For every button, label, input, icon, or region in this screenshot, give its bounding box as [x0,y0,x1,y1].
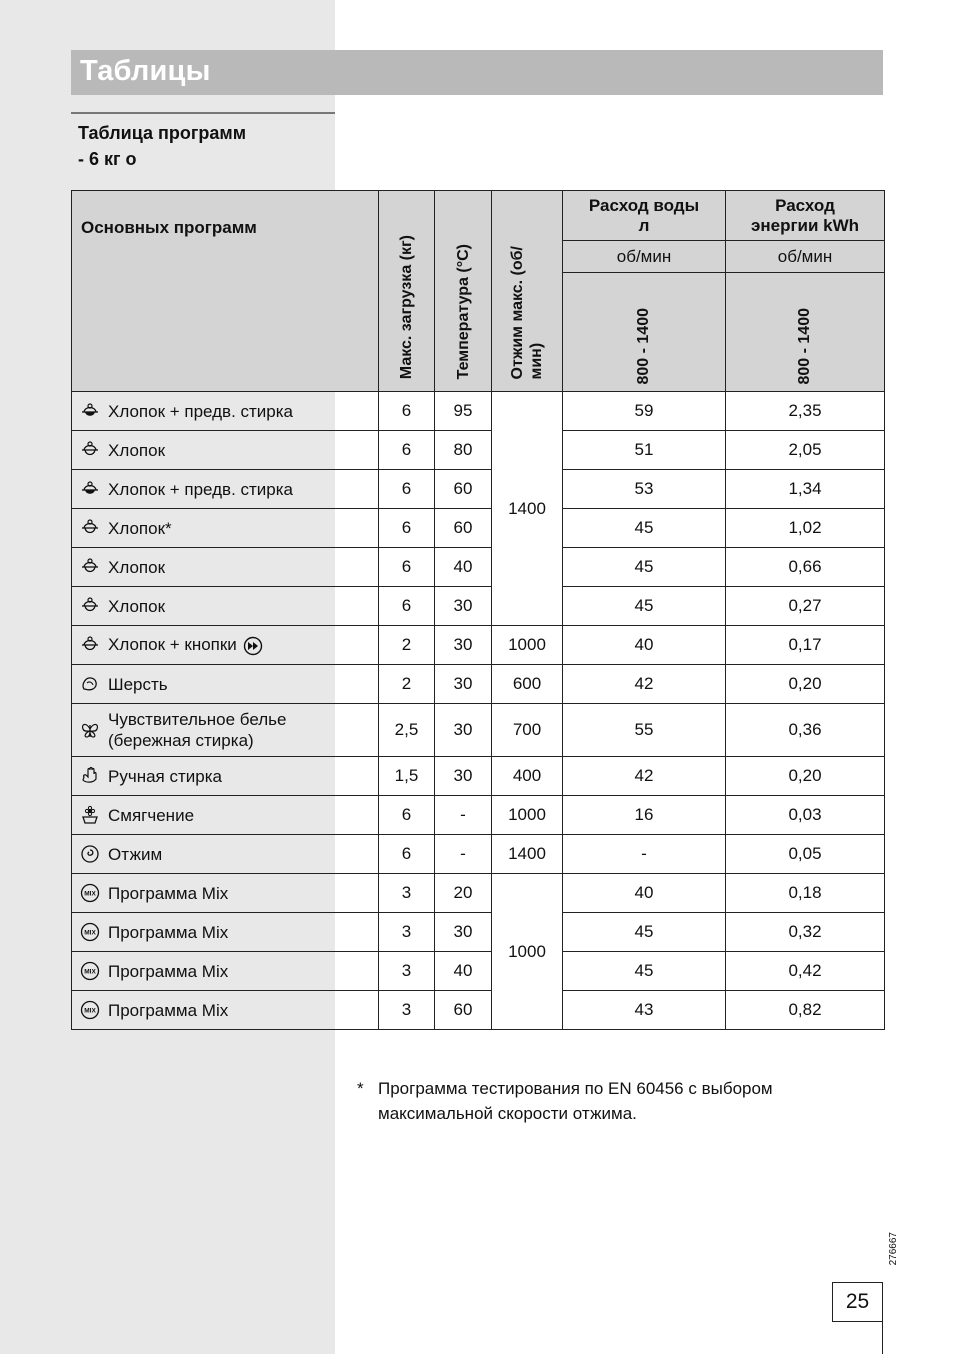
water-cell: 45 [563,952,726,991]
program-name: Хлопок [108,440,166,460]
temperature-cell: 40 [435,548,492,587]
program-name-cell [72,509,379,548]
hand-wash-icon [80,766,100,786]
water-cell: 45 [563,913,726,952]
footnote-line-2: максимальной скорости отжима. [378,1104,637,1123]
subtitle-rule [71,112,335,114]
header-energy-unit: об/мин [726,241,885,273]
water-cell: 16 [563,796,726,835]
table-row [72,796,885,835]
energy-cell: 1,02 [726,509,885,548]
table-row [72,665,885,704]
spin-cell: 1000 [492,796,563,835]
table-row [72,704,885,757]
water-cell: 51 [563,431,726,470]
document-code: 276667 [888,1232,899,1266]
load-cell: 2 [379,665,435,704]
cotton-prewash-icon [80,479,100,499]
energy-cell: 1,34 [726,470,885,509]
temperature-cell: - [435,796,492,835]
header-temperature [435,191,492,392]
cotton-icon [80,557,100,577]
footnote-line-1: Программа тестирования по EN 60456 с выбором [378,1079,773,1098]
header-energy-range [726,273,885,392]
table-row [72,874,885,913]
energy-cell: 0,32 [726,913,885,952]
program-name: Программа Mix [108,922,229,942]
program-name: Хлопок + предв. стирка [108,479,294,499]
temperature-cell: 30 [435,587,492,626]
program-name: Программа Mix [108,1000,229,1020]
temperature-cell: 60 [435,470,492,509]
energy-cell: 0,42 [726,952,885,991]
load-cell: 3 [379,991,435,1030]
program-name-cell [72,704,379,757]
energy-cell: 0,03 [726,796,885,835]
water-cell: 55 [563,704,726,757]
header-spin-line2: мин) [528,342,545,379]
header-program: Основных программ [72,191,379,392]
program-name-cell [72,392,379,431]
energy-cell: 0,27 [726,587,885,626]
temperature-cell: - [435,835,492,874]
table-row [72,835,885,874]
program-name: Отжим [108,844,163,864]
water-cell: 45 [563,548,726,587]
program-name-cell [72,991,379,1030]
load-cell: 6 [379,796,435,835]
program-name: Смягчение [108,805,195,825]
table-row [72,392,885,431]
water-cell: 40 [563,874,726,913]
energy-cell: 0,82 [726,991,885,1030]
water-cell: 53 [563,470,726,509]
program-table [71,190,885,1030]
spin-cell: 1400 [492,835,563,874]
water-cell: 45 [563,509,726,548]
program-name-cell [72,757,379,796]
table-row [72,952,885,991]
load-cell: 2,5 [379,704,435,757]
header-spin [492,191,563,392]
softener-icon [80,805,100,825]
header-water-line1: Расход воды [588,195,700,215]
temperature-cell: 40 [435,952,492,991]
temperature-cell: 20 [435,874,492,913]
cotton-icon [80,635,100,655]
program-name-cell [72,626,379,665]
water-cell: 45 [563,587,726,626]
table-row [72,470,885,509]
header-energy-range-label: 800 - 1400 [796,308,813,385]
mix-icon [80,922,100,942]
spin-cell: 600 [492,665,563,704]
load-cell: 6 [379,392,435,431]
energy-cell: 0,20 [726,757,885,796]
cotton-icon [80,596,100,616]
program-name-cell [72,470,379,509]
energy-cell: 2,35 [726,392,885,431]
program-name: Программа Mix [108,883,229,903]
wool-icon [80,674,100,694]
header-max-load-label: Макс. загрузка (кг) [398,234,415,379]
table-row [72,587,885,626]
section-title: Таблицы [80,55,211,87]
load-cell: 6 [379,587,435,626]
energy-cell: 0,66 [726,548,885,587]
temperature-cell: 30 [435,626,492,665]
delicate-butterfly-icon [80,720,100,740]
load-cell: 1,5 [379,757,435,796]
energy-cell: 0,17 [726,626,885,665]
svg-text:MIX: MIX [84,890,96,898]
page-number: 25 [832,1282,883,1322]
header-energy-line1: Расход [775,195,835,215]
temperature-cell: 80 [435,431,492,470]
table-row [72,548,885,587]
cotton-icon [80,518,100,538]
mix-icon [80,883,100,903]
spin-cell: 400 [492,757,563,796]
table-row [72,757,885,796]
svg-text:MIX: MIX [84,929,96,937]
program-name: Хлопок [108,596,166,616]
temperature-cell: 30 [435,665,492,704]
energy-cell: 0,36 [726,704,885,757]
fast-button-icon [243,636,263,656]
water-cell: 40 [563,626,726,665]
table-subtitle [78,120,246,172]
program-name: Хлопок* [108,518,172,538]
temperature-cell: 30 [435,704,492,757]
program-name-cell [72,874,379,913]
spin-cell: 1000 [492,874,563,1030]
water-cell: 42 [563,757,726,796]
water-cell: 43 [563,991,726,1030]
load-cell: 3 [379,913,435,952]
table-row [72,509,885,548]
svg-text:MIX: MIX [84,1007,96,1015]
subtitle-line-2: - 6 кг о [78,149,137,169]
load-cell: 6 [379,548,435,587]
section-header-bar [71,50,883,95]
load-cell: 6 [379,509,435,548]
header-spin-label [508,246,546,385]
table-row [72,913,885,952]
program-name-line2: (бережная стирка) [108,731,254,750]
footnote-star: * [357,1079,364,1098]
temperature-cell: 30 [435,757,492,796]
spin-icon [80,844,100,864]
temperature-cell: 60 [435,509,492,548]
load-cell: 6 [379,431,435,470]
header-water-unit: об/мин [563,241,726,273]
energy-cell: 0,18 [726,874,885,913]
program-name-cell [72,796,379,835]
program-table-body [72,392,885,1030]
spin-cell: 1400 [492,392,563,626]
load-cell: 3 [379,952,435,991]
header-max-load [379,191,435,392]
program-name: Хлопок + предв. стирка [108,401,294,421]
header-water-range [563,273,726,392]
program-name: Шерсть [108,674,168,694]
water-cell: 59 [563,392,726,431]
program-name-cell [72,431,379,470]
program-name-cell [72,548,379,587]
mix-icon [80,1000,100,1020]
header-water-line2: л [638,215,650,235]
program-name: Хлопок [108,557,166,577]
table-row [72,431,885,470]
header-water [563,191,726,241]
header-temperature-label: Температура (°C) [454,243,472,379]
mix-icon [80,961,100,981]
svg-text:MIX: MIX [84,968,96,976]
page-edge-line [882,1320,883,1354]
program-name-cell [72,952,379,991]
load-cell: 2 [379,626,435,665]
cotton-icon [80,440,100,460]
cotton-prewash-icon [80,401,100,421]
program-name: Чувствительное белье [108,710,287,729]
program-name: Ручная стирка [108,766,222,786]
spin-cell: 1000 [492,626,563,665]
temperature-cell: 60 [435,991,492,1030]
program-name: Хлопок + кнопки [108,635,237,655]
header-energy-line2: энергии kWh [750,215,860,235]
temperature-cell: 95 [435,392,492,431]
program-name-cell [72,835,379,874]
header-spin-line1: Отжим макс. (об/ [509,245,526,379]
table-row [72,991,885,1030]
energy-cell: 0,20 [726,665,885,704]
program-name-cell [72,913,379,952]
spin-cell: 700 [492,704,563,757]
energy-cell: 2,05 [726,431,885,470]
program-name: Программа Mix [108,961,229,981]
header-energy [726,191,885,241]
temperature-cell: 30 [435,913,492,952]
table-row [72,626,885,665]
energy-cell: 0,05 [726,835,885,874]
program-name-cell [72,587,379,626]
load-cell: 3 [379,874,435,913]
program-name-cell [72,665,379,704]
footnote [357,1076,773,1126]
water-cell: 42 [563,665,726,704]
subtitle-line-1: Таблица программ [78,123,247,143]
header-water-range-label: 800 - 1400 [635,308,652,385]
load-cell: 6 [379,835,435,874]
load-cell: 6 [379,470,435,509]
water-cell: - [563,835,726,874]
